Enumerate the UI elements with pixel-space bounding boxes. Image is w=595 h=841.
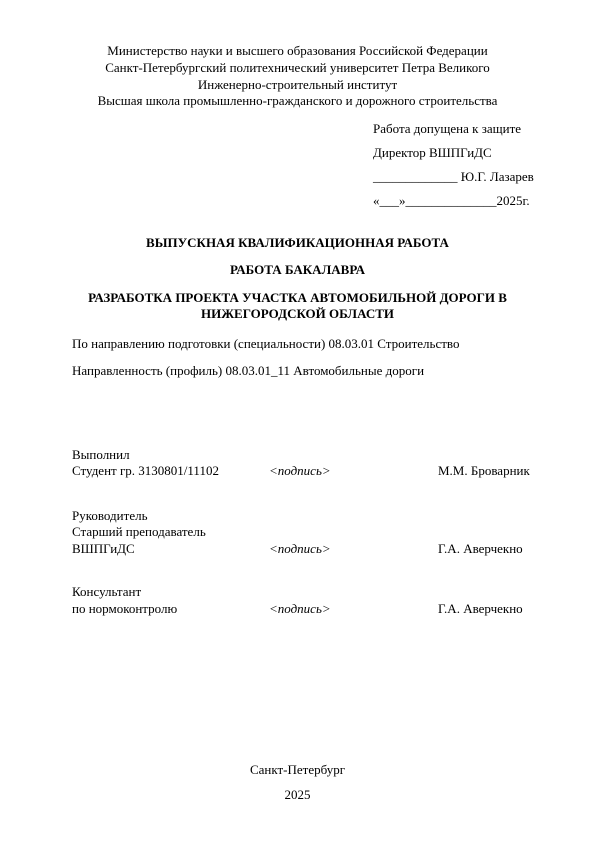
signer-name: Г.А. Аверчекно [438,541,523,556]
work-type-title: ВЫПУСКНАЯ КВАЛИФИКАЦИОННАЯ РАБОТА [146,235,449,250]
approval-admitted: Работа допущена к защите [373,121,522,136]
role-label: Студент гр. 3130801/11102 [72,463,219,478]
topic-title-line2: НИЖЕГОРОДСКОЙ ОБЛАСТИ [200,306,395,321]
role-label: по нормоконтролю [72,601,178,616]
signature-placeholder: <подпись> [269,463,331,478]
role-label: Старший преподаватель [72,524,206,539]
university-line: Санкт-Петербургский политехнический университет Петра Великого [105,60,490,75]
approval-date-line: «___»______________2025г. [373,193,530,208]
approval-signature-line: _____________ Ю.Г. Лазарев [373,169,534,184]
approval-director: Директор ВШПГиДС [373,145,492,160]
profile-line: Направленность (профиль) 08.03.01_11 Автомобильные дороги [72,363,425,378]
signer-name: М.М. Броварник [438,463,530,478]
footer-year: 2025 [284,787,311,802]
role-label: Выполнил [72,447,130,462]
signature-placeholder: <подпись> [269,541,331,556]
signature-placeholder: <подпись> [269,601,331,616]
degree-title: РАБОТА БАКАЛАВРА [230,262,365,277]
topic-title-line1: РАЗРАБОТКА ПРОЕКТА УЧАСТКА АВТОМОБИЛЬНОЙ ДОРОГИ В [88,290,507,305]
role-label: Руководитель [72,508,148,523]
direction-line: По направлению подготовки (специальности) 08.03.01 Строительство [72,336,460,351]
school-line: Высшая школа промышленно-гражданского и дорожного строительства [97,93,498,108]
institute-line: Инженерно-строительный институт [197,77,398,92]
signer-name: Г.А. Аверчекно [438,601,523,616]
role-label: ВШПГиДС [72,541,135,556]
ministry-line: Министерство науки и высшего образования Российской Федерации [107,43,488,58]
role-label: Консультант [72,584,142,599]
footer-city: Санкт-Петербург [249,762,346,777]
